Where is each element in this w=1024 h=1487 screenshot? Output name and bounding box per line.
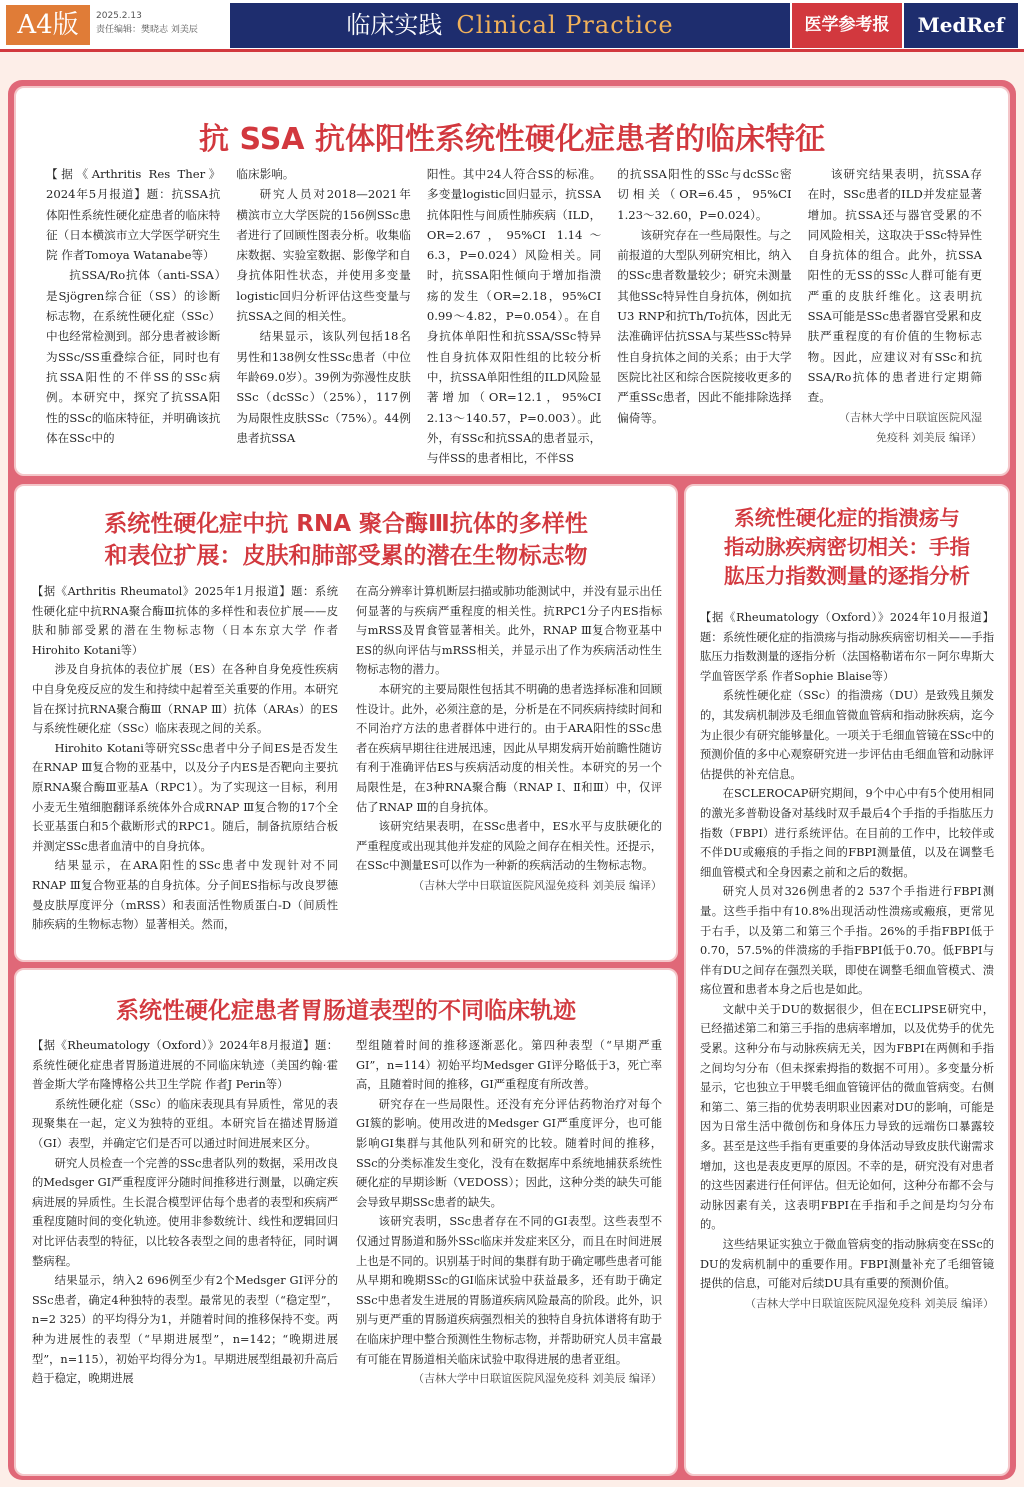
paragraph: 涉及自身抗体的表位扩展（ES）在各种自身免疫性疾病中自身免疫反应的发生和持续中起着至关重要的作用。本研究旨在探讨抗RNA聚合酶Ⅲ（RNAP Ⅲ）抗体（ARAs）的ES与系统性硬化症（SSc）临床表现之间的关系。 (32, 663, 338, 736)
paragraph: 这些结果证实独立于微血管病变的指动脉病变在SSc的DU的发病机制中的重要作用。FBPI测量补充了毛细管镜提供的信息，可能对后续DU具有重要的预测价值。 (700, 1238, 994, 1291)
paragraph: 临床影响。 (236, 167, 295, 181)
paragraph: 阳性。其中24人符合SS的标准。多变量logistic回归显示，抗SSA抗体阳性与间质性肺疾病（ILD，OR=2.67，95%CI 1.14～6.3，P=0.024）风险相关。同时，抗SSA阳性倾向于增加指溃疡的发生（OR=2.18，95%CI 0.99～4.82，P=0.054）。在自身抗体单阳性和抗SSA/SSc特异性自身抗体双阳性组的比较分析中，抗SSA单阳性组的ILD风险显著增加（OR=12.1，95%CI 2.13～140.57，P=0.003）。此外，有SSc和抗SSA的患者显示，与伴SS的患者相比，不伴SS (426, 167, 602, 466)
text-column (46, 164, 220, 468)
paragraph: 该研究表明，SSc患者存在不同的GI表型。这些表型不仅通过胃肠道和肠外SSc临床并发症来区分，而且在时间进展上也是不同的。识别基于时间的集群有助于确定哪些患者可能从早期和晚期SSc的GI临床试验中获益最多，还有助于确定SSc中患者发生进展的胃肠道疾病风险最高的阶段。此外，识别与更严重的胃肠道疾病强烈相关的独特自身抗体谱将有助于在临床护理中整合预测性生物标志物，并帮助研究人员丰富最有可能在胃肠道相关临床试验中取得进展的患者亚组。 (356, 1215, 662, 1366)
translator-credit: （吉林大学中日联谊医院风湿免疫科 刘美辰 编译） (839, 410, 983, 444)
article-body (46, 164, 982, 468)
article-title-line: 系统性硬化症中抗 RNA 聚合酶Ⅲ抗体的多样性 (104, 511, 588, 537)
text-column (236, 164, 410, 468)
article-title-line: 系统性硬化症的指溃疡与 (734, 506, 960, 530)
column-title (230, 3, 790, 48)
text-column (356, 1036, 662, 1472)
responsible-editor: 责任编辑：樊晓志 刘美辰 (96, 25, 198, 35)
article-title (16, 508, 676, 572)
paragraph: 系统性硬化症（SSc）的临床表现具有异质性，常见的表现聚集在一起，定义为独特的亚组。本研究旨在描述胃肠道（GI）表型，并确定它们是否可以通过时间进展来区分。 (32, 1097, 338, 1150)
paragraph: 该研究结果表明，在SSc患者中，ES水平与皮肤硬化的严重程度或出现其他并发症的风险之间存在相关性。还提示，在SSc中测量ES可以作为一种新的疾病活动的生物标志物。 (356, 820, 662, 873)
paragraph: 的抗SSA阳性的SSc与dcSSc密切相关（OR=6.45，95%CI 1.23～32.60，P=0.024）。 (617, 167, 792, 222)
article-title (686, 504, 1008, 591)
paragraph: 型组随着时间的推移逐渐恶化。第四种表型（“早期严重GI”，n=114）初始平均Medsger GI评分略低于3，死亡率高，且随着时间的推移，GI严重程度有所改善。 (356, 1039, 662, 1092)
text-column (356, 582, 662, 956)
translator-credit: （吉林大学中日联谊医院风湿免疫科 刘美辰 编译） (413, 1372, 662, 1386)
paragraph: 抗SSA/Ro抗体（anti-SSA）是Sjögren综合征（SS）的诊断标志物，在系统性硬化症（SSc）中也经常检测到。部分患者被诊断为SSc/SS重叠综合征，同时也有抗SSA阳性的不伴SS的SSc病例。本研究中，探究了抗SSA阳性的SSc的临床特征，并明确该抗体在SSc中的 (46, 268, 221, 445)
paragraph: 结果显示，该队列包括18名男性和138例女性SSc患者（中位年龄69.0岁）。39例为弥漫性皮肤SSc（dcSSc）（25%），117例为局限性皮肤SSc（75%）。44例患者抗SSA (236, 329, 411, 445)
issue-meta (96, 9, 198, 37)
brand-name-en: MedRef (904, 3, 1018, 48)
paragraph: 研究人员对2018—2021年横滨市立大学医院的156例SSc患者进行了回顾性图表分析。收集临床数据、实验室数据、影像学和自身抗体阳性状态，并使用多变量logistic回归分析评估这些变量与抗SSA之间的相关性。 (236, 187, 411, 324)
paragraph: 研究人员检查一个完善的SSc患者队列的数据，采用改良的Medsger GI严重程度评分随时间推移进行测量，以确定疾病进展的异质性。生长混合模型评估每个患者的表型和疾病严重程度随时间的变化轨迹。使用非参数统计、线性和逻辑回归对比评估表型的特征，以比较各表型之间的患者特征，同时调整病程。 (32, 1156, 338, 1268)
page-header (0, 0, 1024, 52)
article-title-line: 肱压力指数测量的逐指分析 (724, 564, 970, 588)
article-body (700, 608, 994, 1472)
paragraph: 【据《Arthritis Rheumatol》2025年1月报道】题：系统性硬化症中抗RNA聚合酶Ⅲ抗体的多样性和表位扩展——皮肤和肺部受累的潜在生物标志物（日本东京大学 作者Hirohito Kotani等） (32, 585, 338, 657)
column-title-cn: 临床实践 (346, 11, 443, 39)
paragraph: 结果显示，纳入2 696例至少有2个Medsger GI评分的SSc患者，确定4种独特的表型。最常见的表型（“稳定型”，n=2 325）的平均得分为1，并随着时间的推移保持不变。两种为进展性的表型（“早期进展型”，n=142；“晚期进展型”，n=115），初始平均得分为1。早期进展型组最初升高后趋于稳定，晚期进展 (32, 1274, 338, 1386)
translator-credit: （吉林大学中日联谊医院风湿免疫科 刘美辰 编译） (413, 878, 662, 892)
article-title-line: 指动脉疾病密切相关：手指 (724, 535, 970, 559)
article-title-line: 和表位扩展：皮肤和肺部受累的潜在生物标志物 (104, 543, 588, 569)
paragraph: 在SCLEROCAP研究期间，9个中心中有5个使用相同的激光多普勒设备对基线时双手最后4个手指的手指肱压力指数（FBPI）进行系统评估。在目前的工作中，比较伴或不伴DU或瘢痕的手指之间的FBPI测量值，以及在调整毛细血管模式和全身因素之前和之后的数据。 (700, 787, 994, 879)
paragraph: 文献中关于DU的数据很少，但在ECLIPSE研究中，已经描述第二和第三手指的患病率增加，以及优势手的优先受累。这种分布与动脉疾病无关，因为FBPI在两侧和手指之间均匀分布（但未探索拇指的数据不可用）。多变量分析显示，它也独立于甲襞毛细血管镜评估的微血管病变。右侧和第二、第三指的优势表明职业因素对DU的影响，可能是因为日常生活中微创伤和身体压力导致的远端伤口暴露较多。甚至是这些手指有更重要的身体活动导致皮肤代谢需求增加，这也是表皮更厚的原因。不幸的是，研究没有对患者的这些因素进行任何评估。但无论如何，这种分布都不会与动脉因素有关，这表明FBPI在手指和手之间是均匀分布的。 (700, 1002, 994, 1232)
article-anti-ssa (14, 86, 1010, 476)
paragraph: 研究人员对326例患者的2 537个手指进行FBPI测量。这些手指中有10.8%出现活动性溃疡或瘢痕，更常见于右手，以及第二和第三个手指。26%的手指FBPI低于0.70，57.5%的伴溃疡的手指FBPI低于0.70。低FBPI与伴有DU之间存在强烈关联，即使在调整毛细血管模式、溃疡位置和患者本身之后也是如此。 (700, 885, 994, 997)
page-number-label: A4版 (6, 5, 90, 45)
paragraph: 研究存在一些局限性。还没有充分评估药物治疗对每个GI簇的影响。使用改进的Medsger GI严重度评分，也可能影响GI集群与其他队列和研究的比较。随着时间的推移，SSc的分类标准发生变化，没有在数据库中系统地捕获系统性硬化症的早期诊断（VEDOSS）；因此，这种分类的缺失可能会导致早期SSc患者的缺失。 (356, 1097, 662, 1209)
paragraph: Hirohito Kotani等研究SSc患者中分子间ES是否发生在RNAP Ⅲ复合物的亚基中，以及分子内ES是否靶向主要抗原RNA聚合酶Ⅲ亚基A（RPC1）。为了实现这一目标，利用小麦无生殖细胞翻译系统体外合成RNAP Ⅲ复合物的17个全长亚基蛋白和5个截断形式的RPC1。随后，制备抗原结合板并测定SSc患者血清中的自身抗体。 (32, 741, 338, 853)
paragraph: 本研究的主要局限性包括其不明确的患者选择标准和回顾性设计。此外，必须注意的是，分析是在不同疾病持续时间和不同治疗方法的患者群体中进行的。由于ARA阳性的SSc患者在疾病早期往往进展迅速，因此从早期发病开始前瞻性随访有利于准确评估ES与疾病活动度的相关性。本研究的另一个局限性是，在3种RNA聚合酶（RNAP Ⅰ、Ⅱ和Ⅲ）中，仅评估了RNAP Ⅲ的自身抗体。 (356, 682, 662, 814)
text-column (427, 164, 601, 468)
text-column (617, 164, 791, 468)
paragraph: 结果显示，在ARA阳性的SSc患者中发现针对不同RNAP Ⅲ复合物亚基的自身抗体。分子间ES指标与改良罗德曼皮肤厚度评分（mRSS）和表面活性物质蛋白-D（间质性肺疾病的生物标志物）显著相关。然而， (32, 859, 338, 932)
article-title: 系统性硬化症患者胃肠道表型的不同临床轨迹 (116, 998, 576, 1024)
column-title-en: Clinical Practice (456, 11, 674, 39)
article-rnap3 (14, 484, 678, 962)
text-column (32, 1036, 338, 1472)
article-gi-trajectory (14, 968, 678, 1476)
paragraph: 【据《Rheumatology（Oxford）》2024年8月报道】题：系统性硬化症患者胃肠道进展的不同临床轨迹（美国约翰·霍普金斯大学布隆博格公共卫生学院 作者J Perin等） (32, 1039, 338, 1092)
article-body (32, 1036, 662, 1472)
article-digital-ulcer (684, 484, 1010, 1476)
text-column (700, 608, 994, 1472)
text-column (32, 582, 338, 956)
paragraph: 该研究存在一些局限性。与之前报道的大型队列研究相比，纳入的SSc患者数量较少；研究未测量其他SSc特异性自身抗体，例如抗U3 RNP和抗Th/To抗体，因此无法准确评估抗SSA与某些SSc特异性自身抗体之间的关系；由于大学医院比社区和综合医院接收更多的严重SSc患者，因此不能排除选择偏倚等。 (617, 227, 792, 425)
translator-credit: （吉林大学中日联谊医院风湿免疫科 刘美辰 编译） (745, 1296, 994, 1310)
text-column (808, 164, 982, 468)
paragraph: 该研究结果表明，抗SSA存在时，SSc患者的ILD并发症显著增加。抗SSA还与器官受累的不同风险相关，这取决于SSc特异性自身抗体的组合。此外，抗SSA阳性的无SS的SSc人群可能有更严重的皮肤纤维化。这表明抗SSA可能是SSc患者器官受累和皮肤严重程度的有价值的生物标志物。因此，应建议对有SSc和抗SSA/Ro抗体的患者进行定期筛查。 (807, 167, 983, 405)
article-body (32, 582, 662, 956)
article-title: 抗 SSA 抗体阳性系统性硬化症患者的临床特征 (199, 122, 825, 157)
issue-date: 2025.2.13 (96, 11, 142, 21)
paragraph: 【据《Rheumatology（Oxford）》2024年10月报道】题：系统性硬化症的指溃疡与指动脉疾病密切相关——手指肱压力指数测量的逐指分析（法国格勒诺布尔－阿尔卑斯大学血管医学系 作者Sophie Blaise等） (700, 611, 994, 683)
paragraph: 在高分辨率计算机断层扫描或肺功能测试中，并没有显示出任何显著的与疾病严重程度的相关性。抗RPC1分子内ES指标与mRSS及胃食管显著相关。此外，RNAP Ⅲ复合物亚基中ES的纵向评估与mRSS相关，并显示出了作为疾病活动性生物标志物的潜力。 (356, 585, 662, 677)
paragraph: 【据《Arthritis Res Ther》2024年5月报道】题：抗SSA抗体阳性系统性硬化症患者的临床特征（日本横滨市立大学医学研究生院 作者Tomoya Watanabe等） (46, 167, 221, 263)
paragraph: 系统性硬化症（SSc）的指溃疡（DU）是致残且频发的，其发病机制涉及毛细血管微血管病和指动脉疾病，迄今为止很少有研究能够量化。一项关于毛细血管镜在SSc中的预测价值的多中心观察研究进一步评估由毛细血管和动脉评估提供的补充信息。 (700, 689, 994, 781)
brand-name-cn: 医学参考报 (792, 3, 902, 48)
